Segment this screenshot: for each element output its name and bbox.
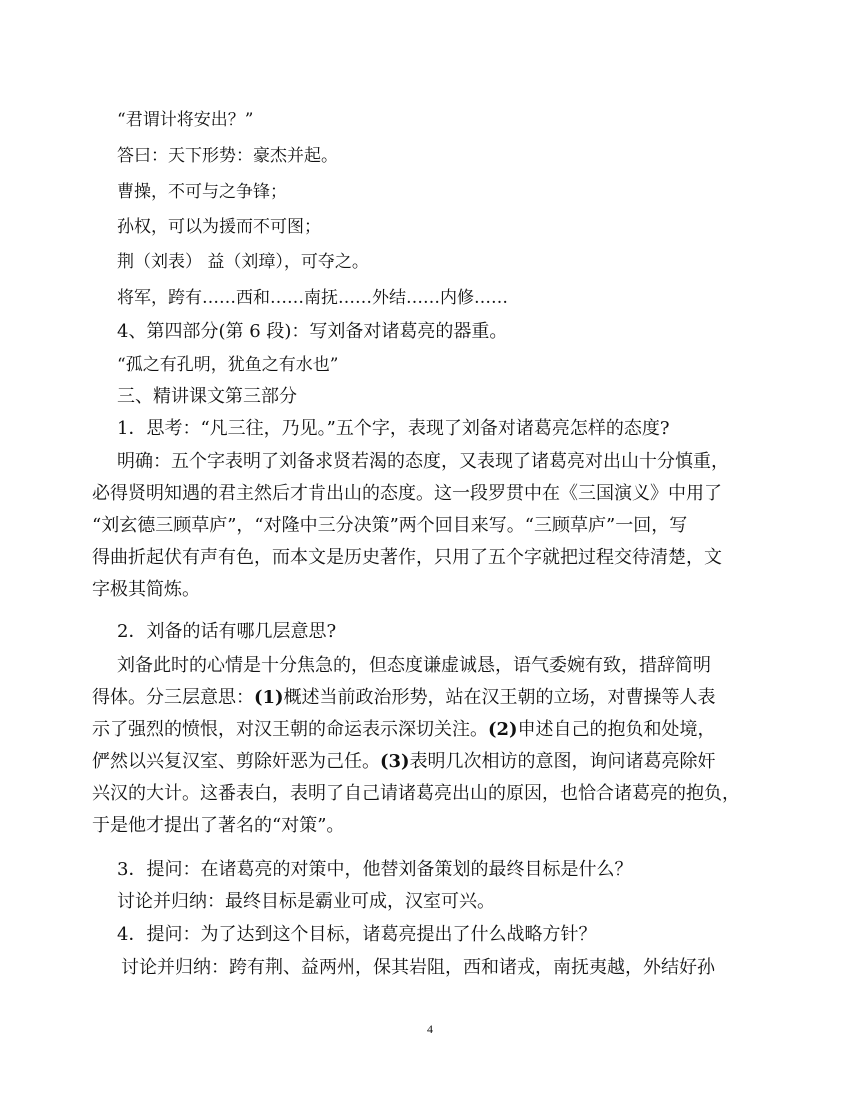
answer-general: 将军，跨有……西和……南抚……外结……内修…… [117,288,508,308]
text-line: 示了强烈的愤恨，对汉王朝的命运表示深切关注。(2)申述自己的抱负和处境， [92,719,716,740]
text-line: 刘备此时的心情是十分焦急的，但态度谦虚诚恳，语气委婉有致，措辞简明 [117,655,711,676]
question-two: 2．刘备的话有哪几层意思? [117,621,337,642]
question-three: 3．提问：在诸葛亮的对策中，他替刘备策划的最终目标是什么？ [117,859,633,880]
answer-jing-yi: 荆（刘表） 益（刘璋），可夺之。 [117,252,369,272]
section-three-heading: 三、精讲课文第三部分 [117,386,297,407]
point-two-marker: (2) [488,719,518,740]
text-line: 得曲折起伏有声有色，而本文是历史著作，只用了五个字就把过程交待清楚，文 [92,547,722,568]
answer-four: 讨论并归纳：跨有荆、益两州，保其岩阻，西和诸戎，南抚夷越，外结好孙 [121,957,715,978]
section-four-heading: 4、第四部分(第 6 段)：写刘备对诸葛亮的器重。 [117,321,508,342]
text-line: 必得贤明知遇的君主然后才肯出山的态度。这一段罗贯中在《三国演义》中用了 [92,483,722,504]
text-line: 得体。分三层意思：(1)概述当前政治形势，站在汉王朝的立场，对曹操等人表 [92,687,716,708]
text-line: “刘玄德三顾草庐”，“对隆中三分决策”两个回目来写。“三顾草庐”一回，写 [92,515,688,536]
text-line: 明确：五个字表明了刘备求贤若渴的态度，又表现了诸葛亮对出山十分慎重， [117,451,729,472]
answer-intro: 答曰：天下形势：豪杰并起。 [117,146,338,166]
answer-one-paragraph [92,446,772,606]
question-four: 4．提问：为了达到这个目标，诸葛亮提出了什么战略方针？ [117,924,597,945]
answer-three: 讨论并归纳：最终目标是霸业可成，汉室可兴。 [117,891,495,912]
text-line: 字极其简炼。 [92,579,200,600]
page-number: 4 [427,1022,433,1036]
text-line: 俨然以兴复汉室、剪除奸恶为己任。(3)表明几次相访的意图，询问诸葛亮除奸 [92,751,716,772]
answer-caocao: 曹操，不可与之争锋； [117,182,287,202]
point-three-marker: (3) [380,751,410,772]
question-one: 1．思考：“凡三往，乃见。”五个字，表现了刘备对诸葛亮怎样的态度? [117,418,670,439]
text-line: 于是他才提出了著名的“对策”。 [92,815,345,836]
quote-question: “君谓计将安出？” [117,110,254,130]
quote-fish-water: “孤之有孔明，犹鱼之有水也” [117,355,339,375]
text-line: 兴汉的大计。这番表白，表明了自己请诸葛亮出山的原因，也恰合诸葛亮的抱负， [92,783,740,804]
answer-sunquan: 孙权，可以为援而不可图； [117,217,321,237]
answer-two-paragraph [92,650,772,842]
point-one-marker: (1) [254,687,284,708]
